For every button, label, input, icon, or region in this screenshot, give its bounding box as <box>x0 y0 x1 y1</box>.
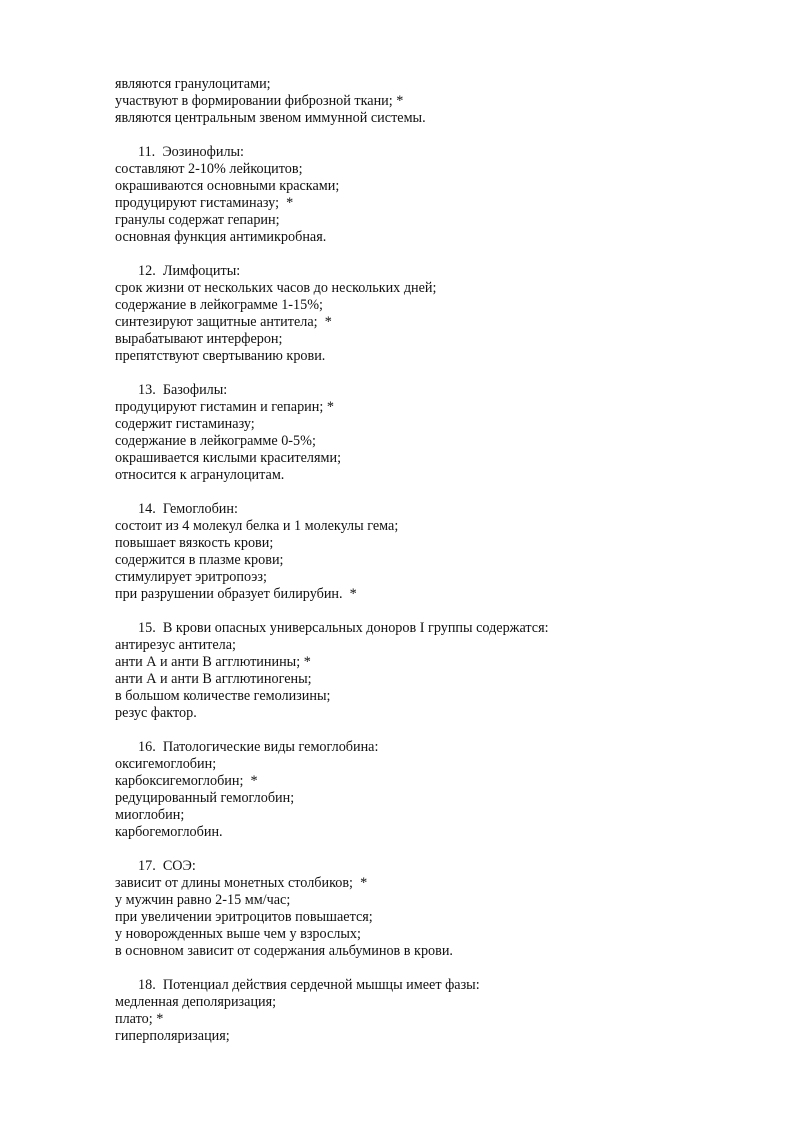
question-title: Патологические виды гемоглобина: <box>162 739 379 755</box>
intro-block <box>115 76 775 127</box>
answer-line: являются центральным звеном иммунной системы. <box>115 110 426 126</box>
answer-line: антирезус антитела; <box>115 637 236 653</box>
answer-line: содержит гистаминазу; <box>115 416 255 432</box>
answer-line: анти А и анти В агглютиногены; <box>115 671 312 687</box>
answer-line: окрашивается кислыми красителями; <box>115 450 342 466</box>
answer-line: состоит из 4 молекул белка и 1 молекулы гема; <box>115 518 399 534</box>
answer-line: карбогемоглобин. <box>115 824 223 840</box>
answer-line: гранулы содержат гепарин; <box>115 212 280 228</box>
question-block <box>115 501 775 603</box>
document-page <box>115 76 775 1045</box>
answer-line: редуцированный гемоглобин; <box>115 790 295 806</box>
answer-line: при разрушении образует билирубин. * <box>115 586 357 602</box>
answer-line: оксигемоглобин; <box>115 756 217 772</box>
answer-line: основная функция антимикробная. <box>115 229 327 245</box>
question-block <box>115 858 775 960</box>
answer-line: продуцируют гистамин и гепарин; * <box>115 399 334 415</box>
answer-line: являются гранулоцитами; <box>115 76 271 92</box>
answer-line: содержится в плазме крови; <box>115 552 284 568</box>
question-heading <box>115 501 775 518</box>
answer-line: миоглобин; <box>115 807 185 823</box>
answer-line: у новорожденных выше чем у взрослых; <box>115 926 361 942</box>
answer-line: продуцируют гистаминазу; * <box>115 195 294 211</box>
question-title: Базофилы: <box>162 382 228 398</box>
answer-line: гиперполяризация; <box>115 1028 230 1044</box>
question-heading <box>115 263 775 280</box>
answer-line: участвуют в формировании фиброзной ткани; * <box>115 93 404 109</box>
answer-line: в основном зависит от содержания альбуминов в крови. <box>115 943 453 959</box>
question-title: Гемоглобин: <box>162 501 238 517</box>
question-number: 16. <box>138 739 156 755</box>
answer-line: вырабатывают интерферон; <box>115 331 283 347</box>
answer-line: резус фактор. <box>115 705 197 721</box>
question-block <box>115 263 775 365</box>
question-title: Лимфоциты: <box>162 263 241 279</box>
question-number: 13. <box>138 382 156 398</box>
answer-line: стимулирует эритропоэз; <box>115 569 267 585</box>
question-heading <box>115 739 775 756</box>
answer-line: синтезируют защитные антитела; * <box>115 314 332 330</box>
answer-line: срок жизни от нескольких часов до нескольких дней; <box>115 280 437 296</box>
answer-line: анти А и анти В агглютинины; * <box>115 654 311 670</box>
answer-line: повышает вязкость крови; <box>115 535 274 551</box>
answer-line: зависит от длины монетных столбиков; * <box>115 875 368 891</box>
answer-line: карбоксигемоглобин; * <box>115 773 258 789</box>
question-heading <box>115 858 775 875</box>
question-number: 12. <box>138 263 156 279</box>
question-number: 18. <box>138 977 156 993</box>
question-number: 14. <box>138 501 156 517</box>
answer-line: содержание в лейкограмме 0-5%; <box>115 433 316 449</box>
answer-line: окрашиваются основными красками; <box>115 178 340 194</box>
answer-line: относится к агранулоцитам. <box>115 467 285 483</box>
question-number: 17. <box>138 858 156 874</box>
question-heading <box>115 620 775 637</box>
question-title: СОЭ: <box>162 858 196 874</box>
answer-line: у мужчин равно 2-15 мм/час; <box>115 892 291 908</box>
question-title: Потенциал действия сердечной мышцы имеет фазы: <box>162 977 480 993</box>
answer-line: при увеличении эритроцитов повышается; <box>115 909 373 925</box>
answer-line: составляют 2-10% лейкоцитов; <box>115 161 303 177</box>
answer-line: плато; * <box>115 1011 164 1027</box>
question-block <box>115 977 775 1045</box>
answer-line: медленная деполяризация; <box>115 994 277 1010</box>
question-title: В крови опасных универсальных доноров I группы содержатся: <box>162 620 549 636</box>
question-heading <box>115 144 775 161</box>
answer-line: содержание в лейкограмме 1-15%; <box>115 297 323 313</box>
question-heading <box>115 382 775 399</box>
question-block <box>115 144 775 246</box>
answer-line: препятствуют свертыванию крови. <box>115 348 326 364</box>
question-block <box>115 382 775 484</box>
question-number: 11. <box>138 144 156 160</box>
question-title: Эозинофилы: <box>162 144 244 160</box>
answer-line: в большом количестве гемолизины; <box>115 688 331 704</box>
question-block <box>115 620 775 722</box>
question-heading <box>115 977 775 994</box>
question-number: 15. <box>138 620 156 636</box>
question-block <box>115 739 775 841</box>
